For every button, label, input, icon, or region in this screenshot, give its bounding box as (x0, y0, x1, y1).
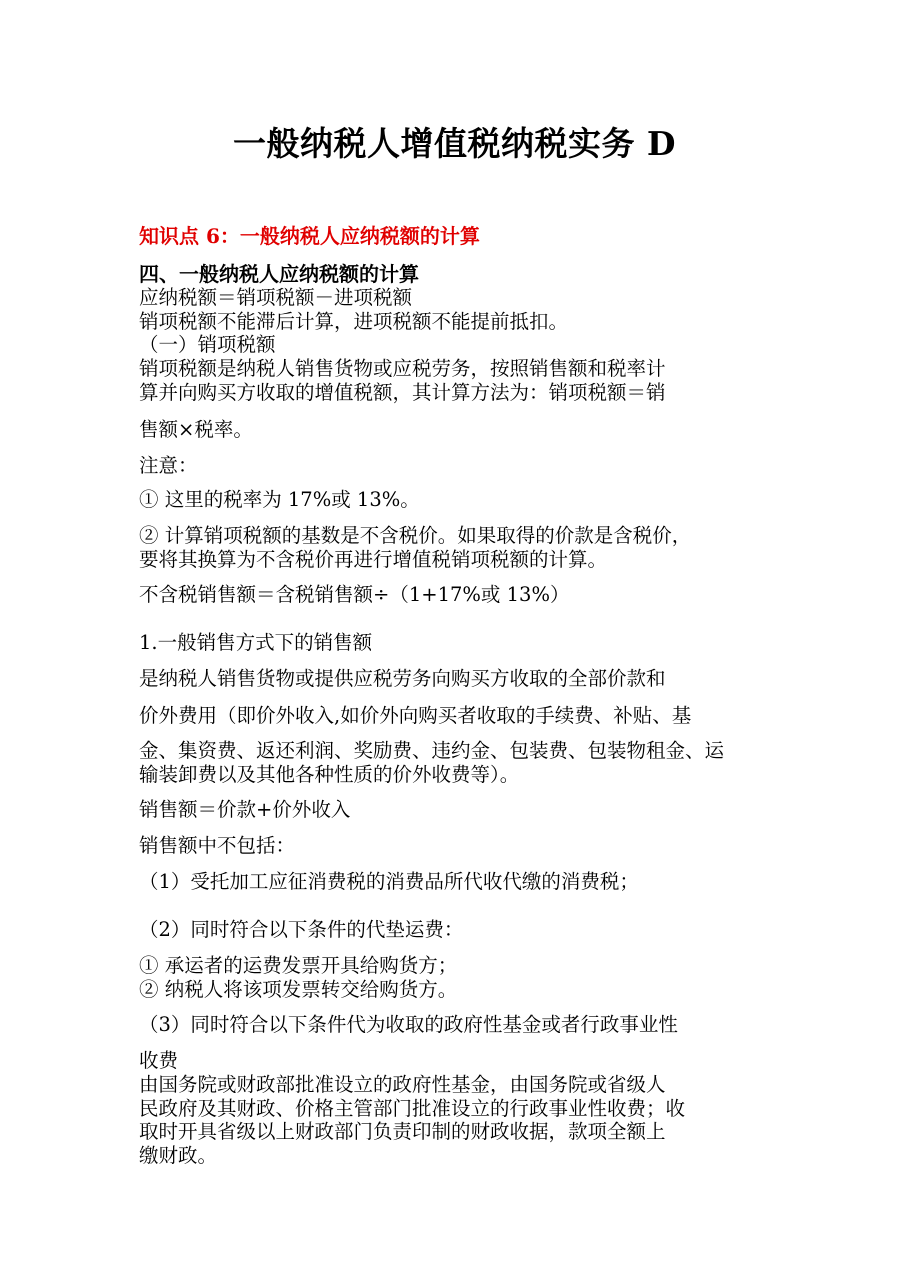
body-line: 销售额中不包括： (139, 834, 296, 857)
body-line: 要将其换算为不含税价再进行增值税销项税额的计算。 (139, 548, 608, 571)
body-line: 是纳税人销售货物或提供应税劳务向购买方收取的全部价款和 (139, 667, 666, 690)
note-label: 注意： (139, 454, 198, 477)
list-item: （2）同时符合以下条件的代垫运费： (139, 918, 464, 941)
list-item-continuation: 收费 (139, 1049, 179, 1072)
formula-line: 不含税销售额＝含税销售额÷（1+17%或 13%） (139, 583, 570, 606)
document-title: 一般纳税人增值税纳税实务 D (232, 124, 677, 163)
note-item: ① 这里的税率为 17%或 13%。 (139, 488, 420, 511)
list-subitem: ① 承运者的运费发票开具给购货方； (139, 954, 458, 977)
body-line: 算并向购买方收取的增值税额，其计算方法为：销项税额＝销 (139, 381, 666, 404)
list-subitem: ② 纳税人将该项发票转交给购货方。 (139, 978, 458, 1001)
body-line: 价外费用（即价外收入,如价外向购买者收取的手续费、补贴、基 (139, 704, 692, 727)
note-item: ② 计算销项税额的基数是不含税价。如果取得的价款是含税价， (139, 524, 692, 547)
body-line: 取时开具省级以上财政部门负责印制的财政收据，款项全额上 (139, 1120, 666, 1143)
list-item: （3）同时符合以下条件代为收取的政府性基金或者行政事业性 (139, 1013, 678, 1036)
body-line: 缴财政。 (139, 1144, 218, 1167)
body-line: 输装卸费以及其他各种性质的价外收费等）。 (139, 763, 520, 786)
subsection-heading: 1.一般销售方式下的销售额 (139, 631, 373, 654)
body-line: 售额×税率。 (139, 418, 253, 441)
body-line: 民政府及其财政、价格主管部门批准设立的行政事业性收费；收 (139, 1097, 686, 1120)
body-line: 销项税额是纳税人销售货物或应税劳务，按照销售额和税率计 (139, 357, 666, 380)
body-line: 销项税额不能滞后计算，进项税额不能提前抵扣。 (139, 310, 569, 333)
formula-line: 应纳税额＝销项税额－进项税额 (139, 286, 413, 309)
subsection-heading: （一）销项税额 (139, 333, 276, 356)
list-item: （1）受托加工应征消费税的消费品所代收代缴的消费税； (139, 870, 639, 893)
body-line: 金、集资费、返还利润、奖励费、违约金、包装费、包装物租金、运 (139, 739, 725, 762)
body-line: 由国务院或财政部批准设立的政府性基金，由国务院或省级人 (139, 1073, 666, 1096)
formula-line: 销售额＝价款+价外收入 (139, 798, 351, 821)
section-heading: 四、一般纳税人应纳税额的计算 (139, 262, 419, 286)
knowledge-point-heading: 知识点 6：一般纳税人应纳税额的计算 (139, 224, 480, 248)
